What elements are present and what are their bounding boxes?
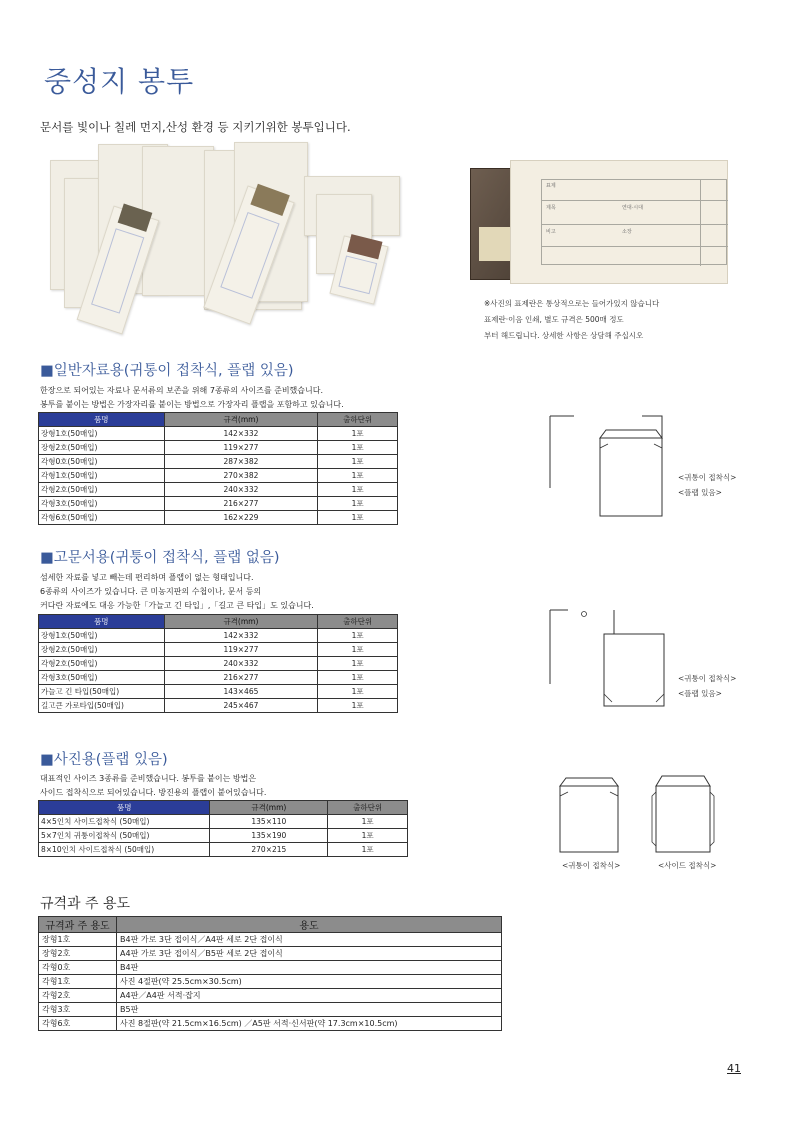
table-row	[39, 441, 398, 455]
desc-line: 6종류의 사이즈가 있습니다. 큰 미농지판의 수첩이나, 문서 등의	[40, 587, 262, 596]
table-header-row	[39, 801, 408, 815]
diagram-label: <플랩 있음>	[678, 689, 722, 698]
cell-unit: 1포	[328, 829, 408, 843]
note-line: 표제란·이음 인쇄, 별도 규격은 500매 정도	[484, 315, 624, 324]
cell-size: 119×277	[164, 643, 318, 657]
cell-size: 142×332	[164, 629, 318, 643]
cell-spec: 각형3호	[39, 1003, 117, 1017]
table-row	[39, 1017, 502, 1031]
cell-size: 143×465	[164, 685, 318, 699]
cell-usage: 사진 8절판(약 21.5cm×16.5cm) ／A5판 서적·신서판(약 17.3cm×10.5cm)	[117, 1017, 502, 1031]
cell-name: 각형3호(50매입)	[39, 671, 165, 685]
cell-size: 270×382	[164, 469, 318, 483]
cell-usage: 사진 4절판(약 25.5cm×30.5cm)	[117, 975, 502, 989]
section-photo-title: ■사진용(플랩 있음)	[40, 752, 168, 768]
col-header-unit: 출하단위	[318, 413, 398, 427]
table-row	[39, 947, 502, 961]
cell-unit: 1포	[318, 483, 398, 497]
cell-spec: 각형1호	[39, 975, 117, 989]
cell-name: 4×5인치 사이드접착식 (50매입)	[39, 815, 210, 829]
cell-name: 8×10인치 사이드접착식 (50매입)	[39, 843, 210, 857]
table-row	[39, 989, 502, 1003]
col-header-name: 품명	[39, 801, 210, 815]
cell-spec: 각형0호	[39, 961, 117, 975]
table-row	[39, 511, 398, 525]
cell-name: 각형3호(50매입)	[39, 497, 165, 511]
desc-line: 섬세한 자료를 넣고 빼는데 편리하며 플랩이 없는 형태입니다.	[40, 573, 254, 582]
cell-size: 216×277	[164, 671, 318, 685]
cell-name: 장형1호(50매입)	[39, 427, 165, 441]
archive-spec-table	[38, 614, 398, 713]
table-row	[39, 829, 408, 843]
cell-unit: 1포	[318, 629, 398, 643]
section-usage-title: 규격과 주 용도	[40, 896, 131, 912]
col-header-size: 규격(mm)	[164, 413, 318, 427]
col-header-unit: 출하단위	[328, 801, 408, 815]
intro-text: 문서를 빛이나 칠레 먼지,산성 환경 등 지키기위한 봉투입니다.	[40, 120, 351, 134]
cell-unit: 1포	[318, 511, 398, 525]
cell-name: 길고큰 가로타입(50매입)	[39, 699, 165, 713]
cell-size: 142×332	[164, 427, 318, 441]
table-row	[39, 427, 398, 441]
table-row	[39, 843, 408, 857]
photo-diagram-label-side: <사이드 접착식>	[658, 861, 717, 870]
cell-name: 각형6호(50매입)	[39, 511, 165, 525]
table-row	[39, 497, 398, 511]
cell-size: 162×229	[164, 511, 318, 525]
cell-usage: A4판／A4판 서적·잡지	[117, 989, 502, 1003]
photo-spec-table	[38, 800, 408, 857]
cell-unit: 1포	[318, 441, 398, 455]
col-header-spec: 규격과 주 용도	[39, 917, 117, 933]
cell-spec: 각형6호	[39, 1017, 117, 1031]
table-row	[39, 815, 408, 829]
envelopes-photo	[38, 140, 410, 340]
table-header-row	[39, 917, 502, 933]
desc-line: 사이드 접착식으로 되어있습니다. 방진용의 플랩이 붙어있습니다.	[40, 788, 267, 797]
table-row	[39, 933, 502, 947]
table-row	[39, 455, 398, 469]
page-title: 중성지 봉투	[44, 65, 195, 98]
cell-usage: B4판	[117, 961, 502, 975]
cell-size: 135×190	[210, 829, 328, 843]
cell-size: 287×382	[164, 455, 318, 469]
cell-size: 119×277	[164, 441, 318, 455]
cell-unit: 1포	[328, 843, 408, 857]
desc-line: 커다란 자료에도 대응 가능한「가늘고 긴 타입」,「길고 큰 타입」도 있습니다.	[40, 601, 314, 610]
usage-table	[38, 916, 502, 1031]
cell-name: 장형2호(50매입)	[39, 441, 165, 455]
section-archive-title: ■고문서용(귀퉁이 접착식, 플랩 없음)	[40, 550, 280, 566]
cell-name: 가늘고 긴 타입(50매입)	[39, 685, 165, 699]
table-row	[39, 961, 502, 975]
section-archive-desc	[40, 571, 314, 613]
cell-size: 135×110	[210, 815, 328, 829]
cell-unit: 1포	[318, 455, 398, 469]
cell-unit: 1포	[328, 815, 408, 829]
table-row	[39, 975, 502, 989]
cell-name: 각형2호(50매입)	[39, 483, 165, 497]
cell-name: 각형0호(50매입)	[39, 455, 165, 469]
cell-name: 각형1호(50매입)	[39, 469, 165, 483]
cell-unit: 1포	[318, 699, 398, 713]
cell-name: 장형2호(50매입)	[39, 643, 165, 657]
cell-usage: A4판 가로 3단 접이식／B5판 세로 2단 접이식	[117, 947, 502, 961]
table-row	[39, 685, 398, 699]
table-row	[39, 629, 398, 643]
card-field: 비고	[546, 229, 556, 235]
table-header-row	[39, 413, 398, 427]
card-title-field: 표제	[546, 183, 556, 189]
cell-spec: 각형2호	[39, 989, 117, 1003]
cell-name: 장형1호(50매입)	[39, 629, 165, 643]
cell-unit: 1포	[318, 643, 398, 657]
col-header-name: 품명	[39, 615, 165, 629]
general-diagram-labels	[678, 470, 736, 500]
col-header-size: 규격(mm)	[210, 801, 328, 815]
cell-size: 240×332	[164, 657, 318, 671]
cell-spec: 장형1호	[39, 933, 117, 947]
table-row	[39, 699, 398, 713]
note-line: ※사진의 표제란은 통상적으로는 들어가있지 않습니다	[484, 299, 660, 308]
cell-size: 240×332	[164, 483, 318, 497]
note-line: 부터 해드립니다. 상세한 사항은 상담해 주십시오	[484, 331, 644, 340]
section-general-title: ■일반자료용(귀통이 접착식, 플랩 있음)	[40, 363, 294, 379]
section-general-desc	[40, 384, 344, 412]
card-field: 제목	[546, 205, 556, 211]
cell-unit: 1포	[318, 685, 398, 699]
cell-unit: 1포	[318, 671, 398, 685]
table-row	[39, 657, 398, 671]
general-spec-table	[38, 412, 398, 525]
cell-unit: 1포	[318, 497, 398, 511]
cell-name: 5×7인치 귀퉁이접착식 (50매입)	[39, 829, 210, 843]
table-row	[39, 483, 398, 497]
col-header-size: 규격(mm)	[164, 615, 318, 629]
table-row	[39, 469, 398, 483]
photo-note	[484, 296, 659, 344]
cell-unit: 1포	[318, 657, 398, 671]
cell-spec: 장형2호	[39, 947, 117, 961]
table-row	[39, 643, 398, 657]
card-field: 연대·시대	[622, 205, 643, 211]
table-row	[39, 671, 398, 685]
table-row	[39, 1003, 502, 1017]
cell-size: 270×215	[210, 843, 328, 857]
labeled-envelope-photo	[466, 156, 728, 284]
diagram-label: <귀퉁이 접착식>	[678, 674, 737, 683]
desc-line: 대표적인 사이즈 3종류를 준비했습니다. 봉투를 붙이는 방법은	[40, 774, 257, 783]
page-number: 41	[727, 1062, 741, 1075]
photo-envelope-corner-diagram	[556, 776, 622, 856]
table-header-row	[39, 615, 398, 629]
envelope-corner-flap-diagram	[548, 408, 668, 520]
cell-name: 각형2호(50매입)	[39, 657, 165, 671]
photo-envelope-side-diagram	[650, 772, 716, 856]
cell-usage: B5판	[117, 1003, 502, 1017]
archive-diagram-labels	[678, 671, 736, 701]
photo-diagram-label-corner: <귀퉁이 접착식>	[562, 861, 621, 870]
envelope-no-flap-diagram	[548, 598, 668, 708]
cell-size: 216×277	[164, 497, 318, 511]
section-photo-desc	[40, 772, 266, 800]
cell-unit: 1포	[318, 427, 398, 441]
cell-unit: 1포	[318, 469, 398, 483]
col-header-name: 품명	[39, 413, 165, 427]
desc-line: 봉투를 붙이는 방법은 가장자리를 붙이는 방법으로 가장자리 플랩을 포함하고 있습니다.	[40, 400, 344, 409]
diagram-label: <귀통이 접착식>	[678, 473, 737, 482]
desc-line: 한장으로 되어있는 자료나 문서류의 보존을 위해 7종류의 사이즈를 준비했습니다.	[40, 386, 323, 395]
diagram-label: <플랩 있음>	[678, 488, 722, 497]
cell-usage: B4판 가로 3단 접이식／A4판 세로 2단 접이식	[117, 933, 502, 947]
col-header-unit: 출하단위	[318, 615, 398, 629]
card-field: 소장	[622, 229, 632, 235]
cell-size: 245×467	[164, 699, 318, 713]
col-header-usage: 용도	[117, 917, 502, 933]
